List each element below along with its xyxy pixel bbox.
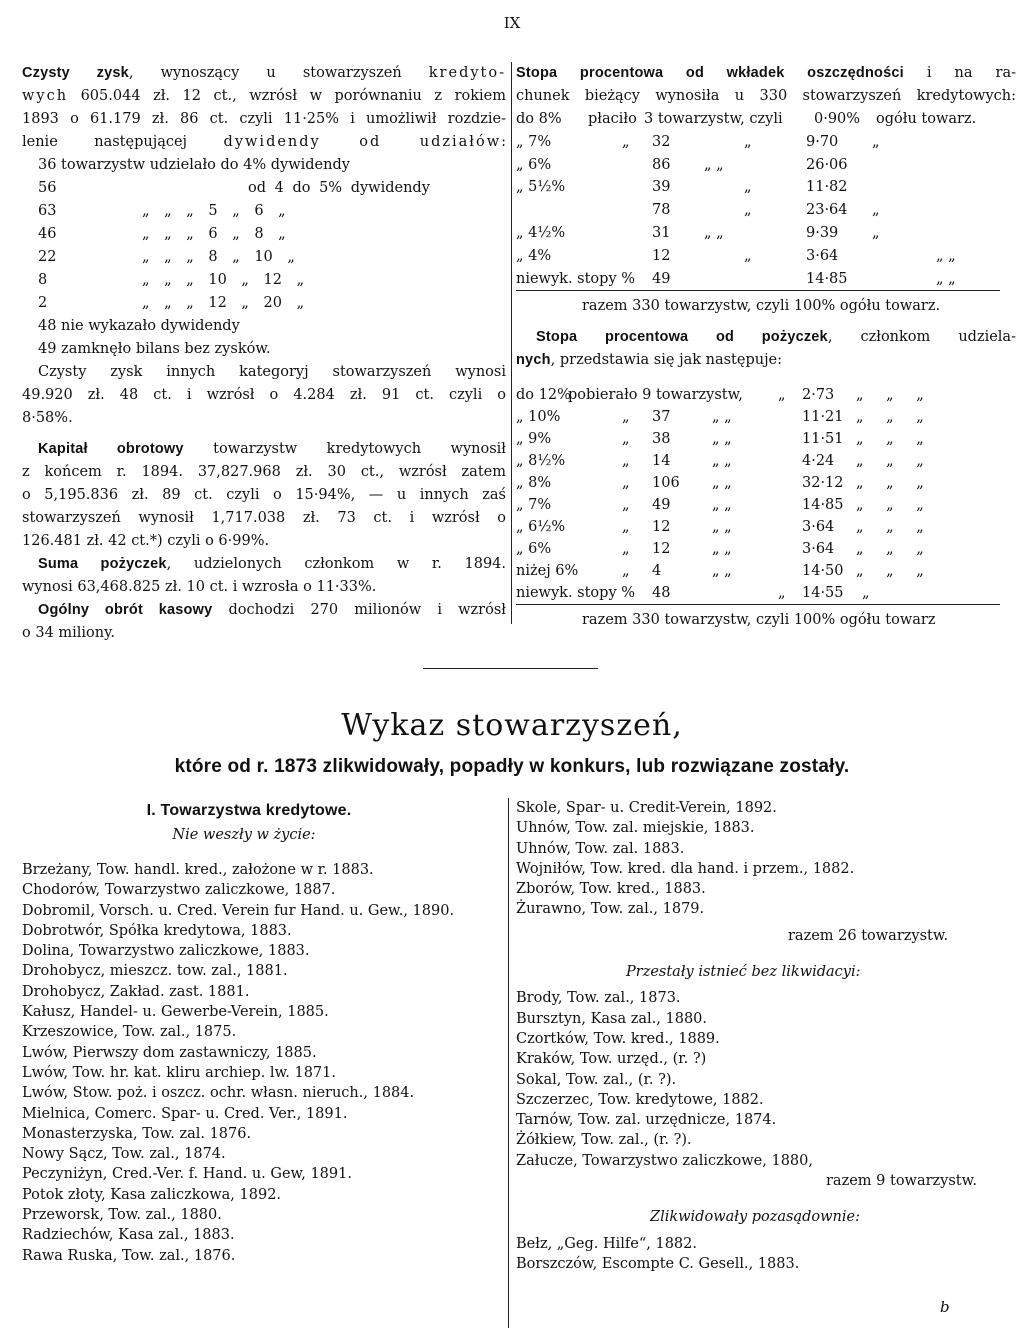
list-item: Monasterzyska, Tow. zal. 1876. — [22, 1125, 252, 1142]
count-cell: 37 — [652, 409, 671, 425]
rate-row — [516, 582, 1016, 604]
ceased-subheading: Przestały istnieć bez likwidacyi: — [626, 964, 861, 981]
column-divider-bottom — [508, 798, 509, 1328]
suffix-cell: „ „ „ — [856, 409, 924, 425]
dividend-summary — [22, 315, 506, 430]
dividend-table — [22, 154, 506, 315]
bold-term: Suma pożyczek — [38, 556, 167, 572]
verb-cell: „ — [622, 475, 630, 491]
bold-term: Ogólny obrót kasowy — [38, 602, 213, 618]
verb-cell: „ — [622, 453, 630, 469]
ditto-cell: „ — [744, 179, 752, 196]
ditto-cell: „ „ — [712, 453, 732, 469]
text-run: 126.481 zł. 42 ct.*) czyli o 6·99%. — [22, 533, 270, 549]
list-item: Żółkiew, Tow. zal., (r. ?). — [516, 1132, 692, 1149]
suffix-cell: „ „ „ — [856, 475, 924, 491]
text-line — [22, 131, 506, 154]
suffix-cell: „ „ „ — [856, 519, 924, 535]
list-item: Skole, Spar- u. Credit-Verein, 1892. — [516, 800, 777, 816]
signature-mark: b — [940, 1298, 950, 1316]
list-item: 49.920 zł. 48 ct. i wzrósł o 4.284 zł. 91 ct. czyli o — [22, 387, 506, 403]
dividend-count: 63 — [38, 203, 57, 219]
section-subtitle: które od r. 1873 zlikwidowały, popadły w konkurs, lub rozwiązane zostały. — [174, 756, 850, 777]
total-26: razem 26 towarzystw. — [788, 927, 949, 944]
text-run: , członkom udziela- — [827, 329, 1016, 345]
list-item: Tarnów, Tow. zal. urzędnicze, 1874. — [516, 1112, 777, 1129]
loan-rate-intro — [516, 326, 1016, 372]
rate-cell: „ 10% — [516, 409, 561, 425]
rate-row — [516, 222, 1016, 244]
verb-cell: „ — [622, 563, 630, 579]
ditto-cell: „ „ — [712, 475, 732, 491]
page-number: IX — [503, 14, 521, 32]
ditto-cell: „ — [744, 247, 752, 264]
text-run: towarzystw kredytowych wynosił — [183, 441, 506, 457]
text-run: stowarzyszeń wynosił 1,717.038 zł. 73 ct. i wzrósł o — [22, 510, 506, 526]
rate-row — [516, 516, 1016, 538]
count-cell: 31 — [652, 225, 671, 241]
percent-cell: 11·51 — [802, 431, 844, 447]
list-item: Kraków, Tow. urzęd., (r. ?) — [516, 1051, 707, 1068]
dividend-row — [38, 269, 506, 291]
percent-cell: 2·73 — [802, 387, 835, 403]
suffix-cell: „ — [872, 202, 880, 219]
count-cell: 12 — [652, 247, 671, 264]
dividend-row — [38, 292, 506, 314]
verb-cell: „ — [622, 133, 630, 150]
percent-cell: 3·64 — [806, 247, 839, 264]
percent-cell: 4·24 — [802, 453, 835, 469]
loan-total-rule — [516, 604, 1000, 605]
ditto-cell: „ — [744, 133, 752, 150]
count-cell: 86 — [652, 156, 671, 173]
list-item: Brzeżany, Tow. handl. kred., założone w r. 1883. — [22, 862, 374, 878]
rate-row — [516, 199, 1016, 221]
suffix-cell: „ „ — [936, 270, 956, 287]
suffix-cell: ogółu towarz. — [876, 111, 977, 127]
rate-row — [516, 560, 1016, 582]
list-item: Peczyniżyn, Cred.-Ver. f. Hand. u. Gew, 1891. — [22, 1166, 352, 1183]
percent-cell: 23·64 — [806, 202, 848, 219]
list-item: Potok złoty, Kasa zaliczkowa, 1892. — [22, 1186, 282, 1203]
list-item: Przeworsk, Tow. zal., 1880. — [22, 1207, 222, 1224]
percent-cell: 9·70 — [806, 133, 839, 150]
list-item: Dolina, Towarzystwo zaliczkowe, 1883. — [22, 943, 310, 960]
suffix-cell: „ — [872, 225, 880, 241]
ditto-cell: „ „ — [712, 431, 732, 447]
dividend-row — [38, 223, 506, 245]
count-cell: 106 — [652, 475, 680, 491]
percent-cell: 14·85 — [802, 497, 844, 513]
list-item: Mielnica, Comerc. Spar- u. Cred. Ver., 1891. — [22, 1105, 348, 1122]
suffix-cell: „ „ „ — [856, 453, 924, 469]
percent-cell: 14·55 — [802, 585, 844, 601]
ditto-cell: „ „ — [712, 519, 732, 535]
right-society-list-a — [516, 798, 1016, 920]
list-item: Czysty zysk innych kategoryj stowarzyszeń wynosi — [38, 364, 506, 380]
text-line — [22, 507, 506, 530]
count-cell: 12 — [652, 541, 671, 557]
clean-profit-paragraph — [22, 62, 506, 154]
text-line — [516, 326, 1016, 349]
suffix-cell: „ „ „ — [856, 387, 924, 403]
verb-cell: „ — [622, 519, 630, 535]
ditto-cell: „ — [778, 387, 786, 403]
percent-cell: 3·64 — [802, 519, 835, 535]
text-run: chunek bieżący wynosiła u 330 stowarzyszeń kredytowych: — [516, 88, 1016, 104]
rate-cell: niewyk. stopy % — [516, 270, 636, 287]
rate-cell: niżej 6% — [516, 563, 579, 579]
dividend-range: „ „ „ 12 „ 20 „ — [142, 295, 305, 311]
list-item: Sokal, Tow. zal., (r. ?). — [516, 1071, 677, 1088]
rate-row — [516, 384, 1016, 406]
text-line — [22, 484, 506, 507]
count-cell: 49 — [652, 497, 671, 513]
list-item: Bursztyn, Kasa zal., 1880. — [516, 1010, 708, 1027]
bold-term: Kapitał obrotowy — [38, 441, 184, 457]
text-line — [22, 85, 506, 108]
percent-cell: 26·06 — [806, 156, 848, 173]
count-cell: 38 — [652, 431, 671, 447]
rate-cell: niewyk. stopy % — [516, 585, 636, 601]
list-item: Lwów, Tow. hr. kat. kliru archiep. lw. 1871. — [22, 1064, 336, 1081]
liquidated-subheading: Zlikwidowały pozasądownie: — [650, 1209, 861, 1226]
verb-cell: „ — [622, 431, 630, 447]
ditto-cell: „ „ — [712, 497, 732, 513]
dividend-count: 22 — [38, 249, 57, 265]
list-item: Wojniłów, Tow. kred. dla hand. i przem., 1882. — [516, 860, 855, 877]
list-item: Radziechów, Kasa zal., 1883. — [22, 1227, 235, 1244]
rate-row — [516, 108, 1016, 130]
rate-row — [516, 245, 1016, 267]
list-item: Uhnów, Tow. zal. 1883. — [516, 840, 685, 857]
spaced-term: kredyto- — [428, 65, 506, 81]
text-run: lenie następującej — [22, 134, 224, 150]
list-item: Bełz, „Geg. Hilfe“, 1882. — [516, 1235, 697, 1252]
percent-cell: 11·21 — [802, 409, 844, 425]
ditto-cell: „ „ — [712, 541, 732, 557]
list-item: Czortków, Tow. kred., 1889. — [516, 1030, 720, 1047]
list-item: Lwów, Pierwszy dom zastawniczy, 1885. — [22, 1044, 317, 1061]
list-item: Żurawno, Tow. zal., 1879. — [516, 901, 705, 918]
rate-cell: „ 8% — [516, 475, 552, 491]
dividend-count: 36 towarzystw udzielało do 4% dywidendy — [38, 157, 350, 173]
credit-societies-heading: I. Towarzystwa kredytowe. — [146, 802, 352, 819]
ditto-cell: „ „ — [704, 225, 724, 241]
count-cell: 3 towarzystw, czyli — [644, 111, 783, 127]
rate-row — [516, 131, 1016, 153]
text-run: z końcem r. 1894. 37,827.968 zł. 30 ct., wzrósł zatem — [22, 464, 506, 480]
list-item: Zborów, Tow. kred., 1883. — [516, 881, 706, 898]
list-item: Brody, Tow. zal., 1873. — [516, 990, 681, 1007]
capital-paragraph — [22, 438, 506, 645]
text-run: , udzielonych członkom w r. 1894. — [166, 556, 507, 572]
deposit-total: razem 330 towarzystw, czyli 100% ogółu towarz. — [582, 298, 941, 314]
percent-cell: 3·64 — [802, 541, 835, 557]
text-line — [22, 62, 506, 85]
count-cell: 39 — [652, 179, 671, 196]
text-line — [22, 108, 506, 131]
rate-cell: „ 8½% — [516, 453, 566, 469]
verb-cell: pobierało 9 towarzystw, — [568, 387, 743, 403]
rate-cell: „ 6% — [516, 156, 552, 173]
list-item: 48 nie wykazało dywidendy — [38, 318, 240, 334]
text-run: 605.044 zł. 12 ct., wzrósł w porównaniu z rokiem — [68, 88, 506, 104]
list-item: Kałusz, Handel- u. Gewerbe-Verein, 1885. — [22, 1004, 329, 1021]
rate-row — [516, 538, 1016, 560]
text-run: o 5,195.836 zł. 89 ct. czyli o 15·94%, — u innych zaś — [22, 487, 506, 503]
deposit-rate-table — [516, 108, 1016, 290]
verb-cell: „ — [622, 541, 630, 557]
percent-cell: 9·39 — [806, 225, 839, 241]
suffix-cell: „ „ „ — [856, 431, 924, 447]
list-item: Dobromil, Vorsch. u. Cred. Verein fur Hand. u. Gew., 1890. — [22, 902, 455, 919]
left-column — [22, 62, 506, 645]
dividend-count: 8 — [38, 272, 48, 288]
ditto-cell: „ „ — [712, 563, 732, 579]
suffix-cell: „ — [862, 585, 870, 601]
section-title: Wykaz stowarzyszeń, — [341, 708, 683, 743]
deposit-rate-intro — [516, 62, 1016, 108]
rate-cell: „ 4½% — [516, 225, 566, 241]
loan-rate-table — [516, 384, 1016, 604]
text-line — [516, 85, 1016, 108]
count-cell: 12 — [652, 519, 671, 535]
text-run: o 34 miliony. — [22, 625, 116, 641]
list-item: Drohobycz, mieszcz. tow. zal., 1881. — [22, 963, 288, 980]
count-cell: 78 — [652, 202, 671, 219]
text-run: dochodzi 270 milionów i wzrósł — [212, 602, 506, 618]
rate-cell: „ 7% — [516, 133, 552, 150]
dividend-range: „ „ „ 8 „ 10 „ — [142, 249, 295, 265]
dividend-row — [38, 154, 506, 176]
bold-term: Czysty zysk — [22, 65, 129, 81]
count-cell: 49 — [652, 270, 671, 287]
rate-cell: „ 5½% — [516, 179, 566, 196]
percent-cell: 11·82 — [806, 179, 848, 196]
rate-row — [516, 494, 1016, 516]
suffix-cell: „ — [872, 133, 880, 150]
text-line — [22, 530, 506, 553]
list-item: Załucze, Towarzystwo zaliczkowe, 1880, — [516, 1152, 813, 1169]
count-cell: 32 — [652, 133, 671, 150]
count-cell: 14 — [652, 453, 671, 469]
rate-cell: do 12% — [516, 387, 571, 403]
percent-cell: 14·50 — [802, 563, 844, 579]
rate-row — [516, 428, 1016, 450]
loan-total: razem 330 towarzystw, czyli 100% ogółu towarz — [582, 612, 936, 628]
list-item: Uhnów, Tow. zal. miejskie, 1883. — [516, 820, 755, 837]
bold-term: nych — [516, 352, 551, 368]
dividend-range: „ „ „ 6 „ 8 „ — [142, 226, 286, 242]
list-item: Lwów, Stow. poż. i oszcz. ochr. własn. nieruch., 1884. — [22, 1085, 415, 1102]
dividend-row — [38, 177, 506, 199]
text-line — [22, 622, 506, 645]
suffix-cell: „ „ „ — [856, 563, 924, 579]
dividend-count: 2 — [38, 295, 48, 311]
percent-cell: 0·90% — [814, 111, 861, 127]
bold-term: Stopa procentowa od pożyczek — [536, 329, 828, 345]
ditto-cell: „ — [778, 585, 786, 601]
lower-left-column — [22, 800, 506, 1266]
suffix-cell: „ „ — [936, 247, 956, 264]
ditto-cell: „ „ — [704, 156, 724, 173]
rate-cell: do 8% — [516, 111, 562, 127]
suffix-cell: „ „ „ — [856, 541, 924, 557]
left-society-list — [22, 860, 506, 1266]
text-run: : — [501, 134, 506, 150]
list-item: Krzeszowice, Tow. zal., 1875. — [22, 1024, 237, 1041]
bold-term: Stopa procentowa od wkładek oszczędności — [516, 65, 904, 81]
text-line — [516, 349, 1016, 372]
lower-right-column — [516, 798, 1016, 1274]
rate-cell: „ 4% — [516, 247, 552, 264]
not-started-subheading: Nie weszły w życie: — [172, 827, 316, 843]
text-run: 1893 o 61.179 zł. 86 ct. czyli 11·25% i umożliwił rozdzie- — [22, 111, 506, 127]
list-item: Borszczów, Escompte C. Gesell., 1883. — [516, 1255, 800, 1272]
deposit-total-rule — [516, 290, 1000, 291]
dividend-row — [38, 200, 506, 222]
spaced-term: dywidendy od udziałów — [223, 134, 502, 150]
right-society-list-b — [516, 988, 1016, 1171]
dividend-row — [38, 246, 506, 268]
column-divider-top — [511, 62, 512, 624]
percent-cell: 14·85 — [806, 270, 848, 287]
section-separator — [423, 668, 598, 669]
dividend-range: od 4 do 5% dywidendy — [248, 180, 430, 196]
text-run: wynosi 63,468.825 zł. 10 ct. i wzrosła o 11·33%. — [22, 579, 377, 595]
list-item: Chodorów, Towarzystwo zaliczkowe, 1887. — [22, 882, 336, 899]
rate-row — [516, 472, 1016, 494]
rate-row — [516, 268, 1016, 290]
list-item: Nowy Sącz, Tow. zal., 1874. — [22, 1146, 226, 1163]
text-line — [22, 576, 506, 599]
text-run: i na ra- — [903, 65, 1016, 81]
count-cell: 48 — [652, 585, 671, 601]
dividend-range: „ „ „ 5 „ 6 „ — [142, 203, 286, 219]
ditto-cell: „ — [744, 202, 752, 219]
text-line — [22, 461, 506, 484]
rate-row — [516, 154, 1016, 176]
rate-row — [516, 450, 1016, 472]
text-line — [516, 62, 1016, 85]
rate-cell: „ 9% — [516, 431, 552, 447]
dividend-count: 46 — [38, 226, 57, 242]
suffix-cell: „ „ „ — [856, 497, 924, 513]
right-column — [516, 62, 1016, 632]
total-9: razem 9 towarzystw. — [826, 1173, 977, 1190]
text-line — [22, 599, 506, 622]
rate-cell: „ 6% — [516, 541, 552, 557]
list-item: Szczerzec, Tow. kredytowe, 1882. — [516, 1091, 764, 1108]
list-item: Dobrotwór, Spółka kredytowa, 1883. — [22, 922, 292, 939]
verb-cell: „ — [622, 497, 630, 513]
ditto-cell: „ „ — [712, 409, 732, 425]
list-item: Drohobycz, Zakład. zast. 1881. — [22, 983, 250, 1000]
dividend-range: „ „ „ 10 „ 12 „ — [142, 272, 305, 288]
list-item: Rawa Ruska, Tow. zal., 1876. — [22, 1247, 236, 1264]
spaced-term: wych — [22, 88, 69, 104]
rate-row — [516, 406, 1016, 428]
percent-cell: 32·12 — [802, 475, 844, 491]
text-line — [22, 438, 506, 461]
right-society-list-c — [516, 1234, 1016, 1275]
list-item: 8·58%. — [22, 410, 73, 426]
dividend-count: 56 — [38, 180, 57, 196]
rate-cell: „ 6½% — [516, 519, 566, 535]
rate-cell: „ 7% — [516, 497, 552, 513]
text-run: , wynoszący u stowarzyszeń — [128, 65, 429, 81]
list-item: 49 zamknęło bilans bez zysków. — [38, 341, 271, 357]
count-cell: 4 — [652, 563, 662, 579]
text-run: , przedstawia się jak następuje: — [550, 352, 783, 368]
rate-row — [516, 176, 1016, 198]
text-line — [22, 553, 506, 576]
verb-cell: „ — [622, 409, 630, 425]
verb-cell: płaciło — [588, 111, 637, 127]
